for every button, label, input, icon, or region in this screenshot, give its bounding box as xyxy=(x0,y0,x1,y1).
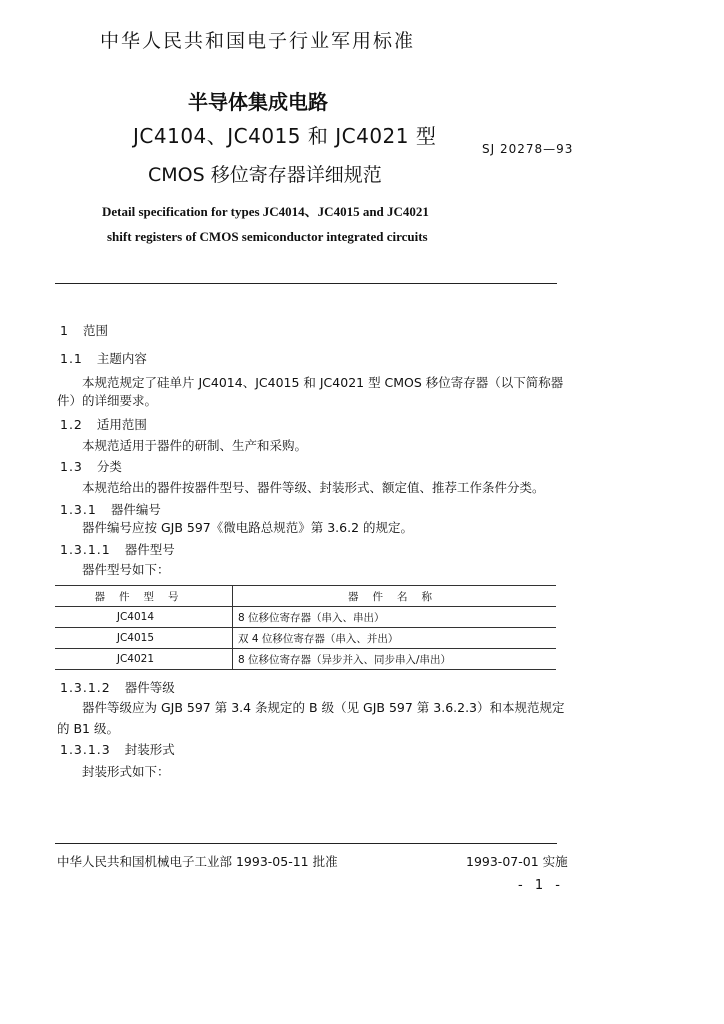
device-type-table xyxy=(55,585,556,670)
section-heading xyxy=(60,349,147,367)
body-text: 的 B1 级。 xyxy=(57,721,119,736)
section-title: 器件型号 xyxy=(124,542,175,557)
table-row xyxy=(55,628,556,649)
table-cell-model: JC4014 xyxy=(55,607,233,628)
table-header-cell: 器件型号 xyxy=(55,586,233,607)
title-line-3: CMOS 移位寄存器详细规范 xyxy=(148,164,382,186)
top-divider xyxy=(55,283,557,284)
section-title: 范围 xyxy=(82,323,108,338)
table-row xyxy=(55,649,556,670)
section-title: 封装形式 xyxy=(124,742,175,757)
section-heading xyxy=(60,415,147,433)
body-text: 器件型号如下： xyxy=(82,562,170,577)
table-cell-name: 8 位移位寄存器（串入、串出） xyxy=(233,607,557,628)
table-row xyxy=(55,607,556,628)
english-title-line-1: Detail specification for types JC4014、JC4015 and JC4021 xyxy=(102,204,429,219)
section-title: 器件等级 xyxy=(124,680,175,695)
section-title: 分类 xyxy=(96,459,122,474)
section-title: 主题内容 xyxy=(96,351,147,366)
publisher-header: 中华人民共和国电子行业军用标准 xyxy=(100,30,416,52)
table-cell-name: 双 4 位移位寄存器（串入、并出） xyxy=(233,628,557,649)
page-number: - 1 - xyxy=(518,878,564,893)
body-text: 本规范给出的器件按器件型号、器件等级、封装形式、额定值、推荐工作条件分类。 xyxy=(82,480,545,495)
bottom-divider xyxy=(55,843,557,844)
table-header-cell: 器件名称 xyxy=(233,586,557,607)
body-text: 器件编号应按 GJB 597《微电路总规范》第 3.6.2 的规定。 xyxy=(82,520,414,535)
section-number: 1.3.1 xyxy=(60,502,97,517)
section-number: 1.2 xyxy=(60,417,83,432)
table-cell-model: JC4021 xyxy=(55,649,233,670)
body-text: 本规范适用于器件的研制、生产和采购。 xyxy=(82,438,308,453)
section-heading xyxy=(60,678,175,696)
section-heading xyxy=(60,500,161,518)
implementation-date: 1993-07-01 实施 xyxy=(466,854,568,869)
body-text: 器件等级应为 GJB 597 第 3.4 条规定的 B 级（见 GJB 597 第 3.6.2.3）和本规范规定 xyxy=(82,700,565,715)
table-cell-model: JC4015 xyxy=(55,628,233,649)
english-title-line-2: shift registers of CMOS semiconductor integrated circuits xyxy=(107,229,428,244)
table-cell-name: 8 位移位寄存器（异步并入、同步串入/串出） xyxy=(233,649,557,670)
standard-number: SJ 20278—93 xyxy=(482,142,574,156)
table-header-row xyxy=(55,586,556,607)
approval-line: 中华人民共和国机械电子工业部 1993-05-11 批准 xyxy=(57,854,338,869)
section-number: 1.3.1.3 xyxy=(60,742,111,757)
section-number: 1.3 xyxy=(60,459,83,474)
section-heading xyxy=(60,540,175,558)
section-heading xyxy=(60,740,175,758)
title-line-2: JC4104、JC4015 和 JC4021 型 xyxy=(133,124,437,148)
section-title: 适用范围 xyxy=(96,417,147,432)
body-text: 本规范规定了硅单片 JC4014、JC4015 和 JC4021 型 CMOS 移位寄存器（以下简称器 xyxy=(82,375,564,390)
body-text: 件）的详细要求。 xyxy=(57,393,158,408)
section-heading xyxy=(60,321,108,339)
section-heading xyxy=(60,457,122,475)
section-title: 器件编号 xyxy=(110,502,161,517)
body-text: 封装形式如下： xyxy=(82,764,170,779)
section-number: 1 xyxy=(60,323,69,338)
section-number: 1.1 xyxy=(60,351,83,366)
section-number: 1.3.1.1 xyxy=(60,542,111,557)
section-number: 1.3.1.2 xyxy=(60,680,111,695)
title-line-1: 半导体集成电路 xyxy=(188,90,328,114)
